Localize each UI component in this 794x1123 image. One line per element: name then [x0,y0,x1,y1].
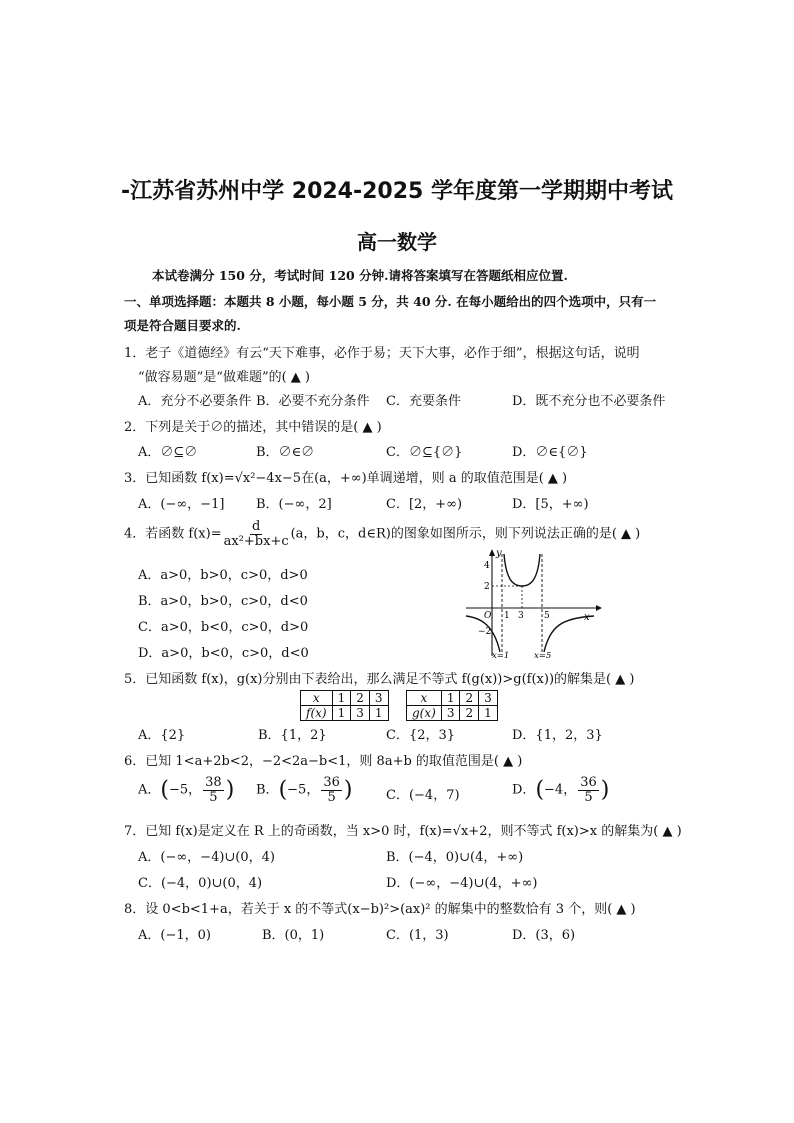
q4-y-axis-arrow [489,549,495,556]
q6-b-label: B． [256,782,279,798]
q4-option-d: D．a>0，b<0，c>0，d<0 [138,646,309,661]
q6-option-c [386,784,460,803]
q2-option-d: D．∅∈{∅} [512,445,588,460]
q1-stem-line2: “做容易题”是“做难题”的( ▲ ) [138,370,310,385]
section-heading-line2: 项是符合题目要求的. [124,318,241,333]
q1-option-b: B．必要不充分条件 [256,394,370,409]
q5-g-head-1: 1 [441,691,460,706]
q3-option-d: D．[5，+∞) [512,497,589,512]
q2-stem: 2．下列是关于∅的描述，其中错误的是( ▲ ) [124,420,382,435]
q7-option-c: C．(−4，0)∪(0，4) [138,876,263,891]
q5-f-head-1: 1 [332,691,351,706]
q4-option-b: B．a>0，b>0，c>0，d<0 [138,594,308,609]
q6-option-b: B．(−5， $\frac{36}{5}$ ) [256,775,353,805]
q2-option-b: B．∅∈∅ [256,445,315,460]
q4-tick-y2: 2 [484,582,490,592]
q7-option-a: A．(−∞，−4)∪(0，4) [138,850,275,865]
q4-origin-label: O [484,611,492,621]
q8-option-d: D．(3，6) [512,928,576,943]
q5-table-f-head [301,691,389,706]
q6-c-label: C． [386,788,409,803]
q4-tick-x3: 3 [518,611,524,621]
q5-g-row-0: g(x) [407,706,442,721]
q6-b-num: 36 [323,775,340,790]
q4-option-c: C．a>0，b<0，c>0，d>0 [138,620,309,635]
q4-frac-num: d [251,519,261,534]
q4-tick-x1: 1 [504,611,510,621]
section-heading-line1: 一、单项选择题：本题共 8 小题，每小题 5 分，共 40 分. 在每小题给出的四个选项中，只有一 [124,294,657,309]
q3-stem: 3．已知函数 f(x)=√x²−4x−5在(a，+∞)单调递增，则 a 的取值范围是( ▲ ) [124,471,568,486]
q6-b-den: 5 [327,789,336,805]
q6-d-num: 36 [580,775,597,790]
q6-c-text: (−4，7) [408,788,460,803]
q5-stem: 5．已知函数 f(x)，g(x)分别由下表给出，那么满足不等式 f(g(x))>g(f(x))的解集是( ▲ ) [124,672,635,687]
q5-table-g-row [407,706,498,721]
q3-option-b: B．(−∞，2] [256,497,332,512]
q6-a-num: 38 [205,775,222,790]
q1-option-c: C．充要条件 [386,394,461,409]
q2-option-a: A．∅⊆∅ [138,445,198,460]
q4-tick-y4: 4 [484,561,490,571]
q5-f-row-0: f(x) [301,706,333,721]
q7-stem: 7．已知 f(x)是定义在 R 上的奇函数，当 x>0 时，f(x)=√x+2，则不等式 f(x)>x 的解集为( ▲ ) [124,824,682,839]
q5-g-row-3: 1 [479,706,498,721]
q5-f-head-2: 2 [351,691,370,706]
exam-title: -江苏省苏州中学 2024-2025 学年度第一学期期中考试 [120,179,674,204]
q4-frac-den: ax²+bx+c [223,533,289,549]
q7-option-d: D．(−∞，−4)∪(4，+∞) [386,876,538,891]
q4-asym-label-1: x=1 [492,651,510,660]
q3-option-a: A．(−∞，−1] [138,497,225,512]
q1-stem-line1: 1．老子《道德经》有云“天下难事，必作于易；天下大事，必作于细”，根据这句话，说明 [124,346,640,361]
q4-tick-yneg2: −2 [478,627,492,637]
q8-stem: 8．设 0<b<1+a，若关于 x 的不等式(x−b)²>(ax)² 的解集中的整数恰有 3 个，则( ▲ ) [124,902,636,917]
q4-asym-label-5: x=5 [534,651,552,660]
q5-f-head-0: x [301,691,333,706]
q8-option-b: B．(0，1) [262,928,325,943]
q6-option-d: D．(−4， $\frac{36}{5}$ ) [512,775,610,805]
q4-tick-x5: 5 [544,611,550,621]
q7-option-b: B．(−4，0)∪(4，+∞) [386,850,524,865]
q1-option-a: A．充分不必要条件 [138,394,252,409]
q6-option-a: A．(−5， $\frac{38}{5}$ ) [138,775,235,805]
q8-option-c: C．(1，3) [386,928,449,943]
q6-b-pre: −5， [287,782,320,798]
q4-x-axis-arrow [596,605,602,611]
exam-instructions: 本试卷满分 150 分，考试时间 120 分钟.请将答案填写在答题纸相应位置. [152,268,568,283]
q5-f-head-3: 3 [369,691,388,706]
q5-g-row-1: 3 [441,706,460,721]
q4-stem-pre: 4．若函数 f(x)= [124,526,222,542]
q5-table-f-row [301,706,389,721]
q5-table-g [406,690,498,721]
q3-option-c: C．[2，+∞) [386,497,463,512]
q4-x-label: x [584,612,590,623]
q4-y-label: y [496,548,502,559]
q5-table-g-head [407,691,498,706]
q8-option-a: A．(−1，0) [138,928,211,943]
q4-function-graph [462,548,602,660]
q5-g-row-2: 2 [460,706,479,721]
q6-d-pre: −4， [544,782,577,798]
q6-d-label: D． [512,782,536,798]
q6-stem: 6．已知 1<a+2b<2，−2<2a−b<1，则 8a+b 的取值范围是( ▲ ) [124,754,523,769]
q5-option-a: A．{2} [138,728,186,743]
q4-stem-post: (a，b，c，d∈R)的图象如图所示，则下列说法正确的是( ▲ ) [290,526,641,542]
q4-option-a: A．a>0，b>0，c>0，d>0 [138,568,308,583]
q6-a-den: 5 [209,789,218,805]
q5-g-head-3: 3 [479,691,498,706]
q5-option-b: B．{1，2} [258,728,327,743]
q5-option-c: C．{2，3} [386,728,456,743]
q5-f-row-3: 1 [369,706,388,721]
q1-option-d: D．既不充分也不必要条件 [512,394,666,409]
q5-g-head-2: 2 [460,691,479,706]
q6-d-den: 5 [584,789,593,805]
q4-fraction [224,520,289,548]
q6-a-pre: −5， [168,782,202,798]
q4-curve-middle [504,554,540,586]
q5-f-row-1: 1 [332,706,351,721]
q2-option-c: C．∅⊆{∅} [386,445,463,460]
q5-option-d: D．{1，2，3} [512,728,603,743]
q4-stem [124,520,640,548]
q5-f-row-2: 3 [351,706,370,721]
q5-g-head-0: x [407,691,442,706]
q5-table-f [300,690,389,721]
q6-a-label: A． [138,782,161,798]
exam-subtitle: 高一数学 [357,230,437,254]
